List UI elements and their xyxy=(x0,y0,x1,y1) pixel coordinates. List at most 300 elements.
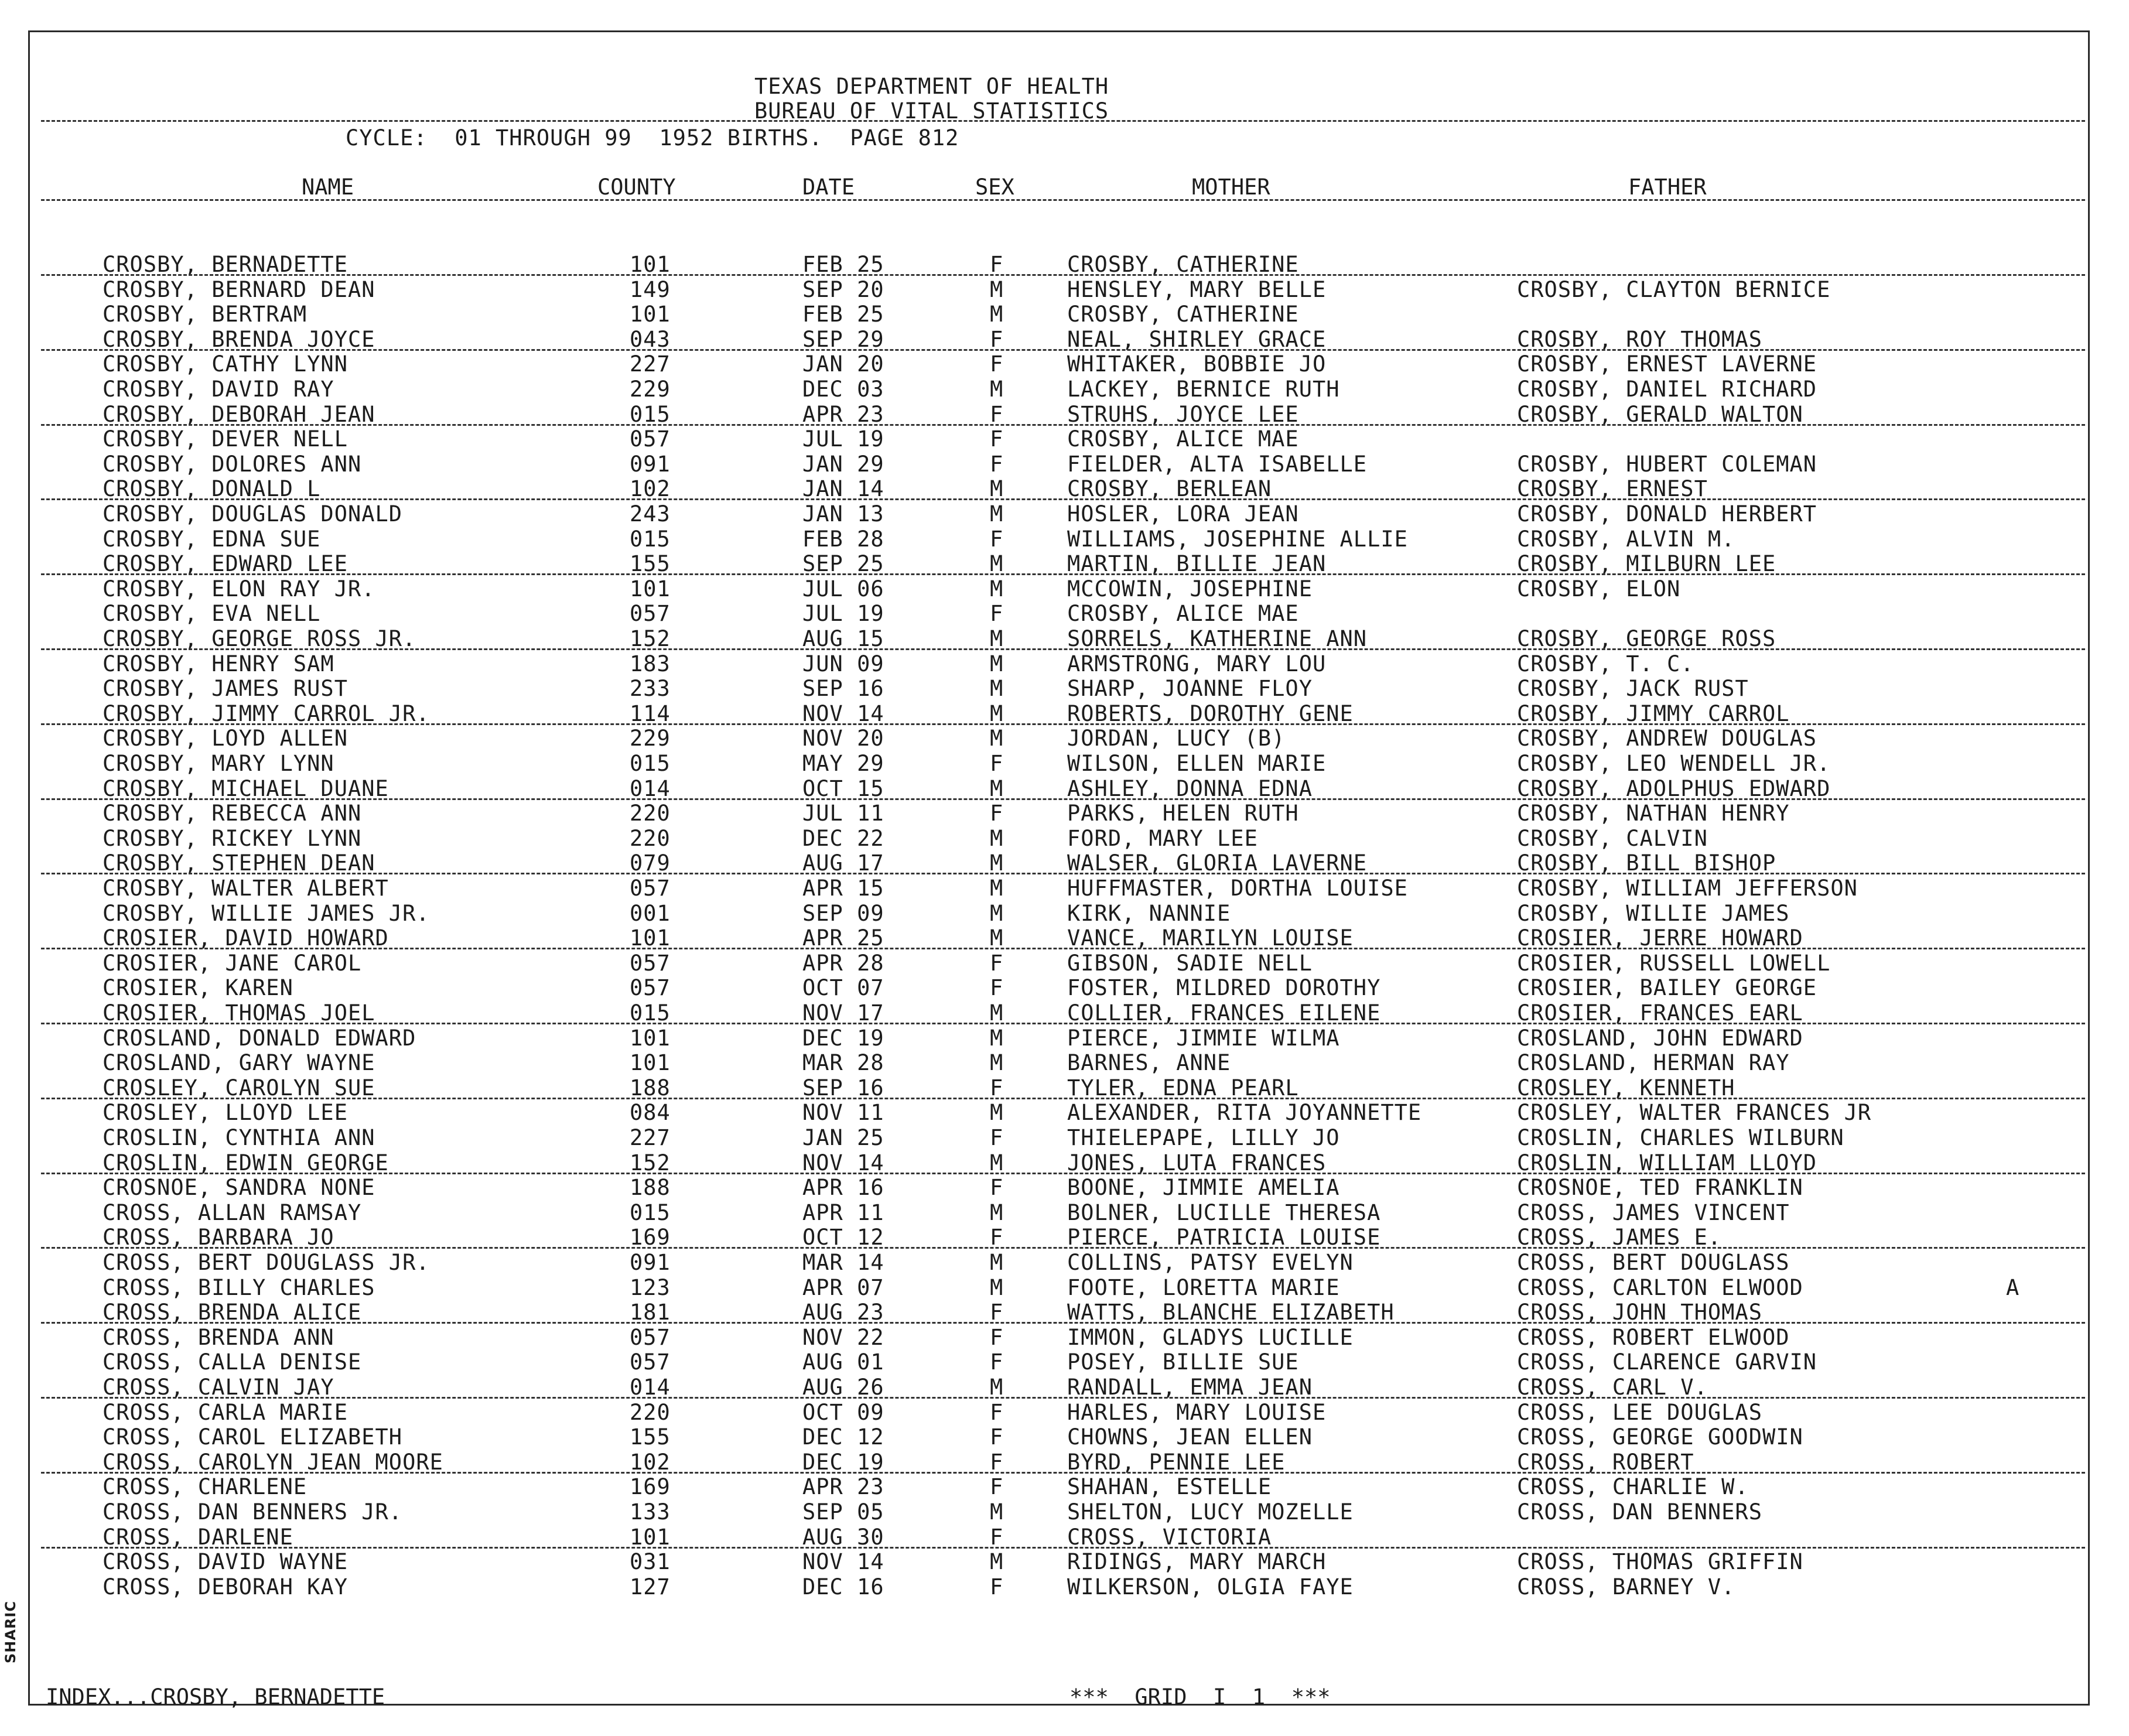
row-name: CROSNOE, SANDRA NONE xyxy=(102,1175,375,1200)
row-sex: F xyxy=(990,751,1004,776)
row-mother: GIBSON, SADIE NELL xyxy=(1067,951,1313,976)
row-name: CROSS, BRENDA ANN xyxy=(102,1325,334,1350)
row-mother: LACKEY, BERNICE RUTH xyxy=(1067,377,1340,402)
row-date: JAN 14 xyxy=(802,476,884,501)
row-father: CROSBY, ADOLPHUS EDWARD xyxy=(1517,776,1831,801)
row-name: CROSBY, CATHY LYNN xyxy=(102,351,348,377)
row-date: APR 15 xyxy=(802,876,884,901)
row-sex: M xyxy=(990,551,1004,576)
row-name: CROSBY, REBECCA ANN xyxy=(102,801,362,826)
row-sex: F xyxy=(990,1450,1004,1475)
row-name: CROSBY, DAVID RAY xyxy=(102,377,334,402)
row-date: SEP 16 xyxy=(802,1075,884,1101)
row-county: 102 xyxy=(630,476,671,501)
row-name: CROSBY, BERNARD DEAN xyxy=(102,277,375,302)
row-sex: F xyxy=(990,1349,1004,1375)
row-name: CROSS, CAROL ELIZABETH xyxy=(102,1424,403,1450)
row-sex: F xyxy=(990,1175,1004,1200)
row-father: CROSS, CLARENCE GARVIN xyxy=(1517,1349,1817,1375)
row-sex: F xyxy=(990,402,1004,427)
row-sex: M xyxy=(990,377,1004,402)
row-date: APR 28 xyxy=(802,951,884,976)
row-date: JUL 11 xyxy=(802,801,884,826)
row-mother: ARMSTRONG, MARY LOU xyxy=(1067,651,1327,676)
row-name: CROSS, DAVID WAYNE xyxy=(102,1549,348,1574)
row-name: CROSBY, LOYD ALLEN xyxy=(102,726,348,751)
row-mother: MARTIN, BILLIE JEAN xyxy=(1067,551,1327,576)
row-date: APR 23 xyxy=(802,1474,884,1499)
row-sex: F xyxy=(990,1400,1004,1425)
row-county: 015 xyxy=(630,1200,671,1225)
row-mother: CROSBY, ALICE MAE xyxy=(1067,426,1299,452)
row-date: OCT 07 xyxy=(802,975,884,1000)
row-county: 057 xyxy=(630,876,671,901)
row-mother: WILSON, ELLEN MARIE xyxy=(1067,751,1327,776)
row-county: 181 xyxy=(630,1300,671,1325)
row-county: 091 xyxy=(630,1250,671,1275)
row-mother: FOOTE, LORETTA MARIE xyxy=(1067,1275,1340,1300)
row-father: CROSBY, ERNEST xyxy=(1517,476,1708,501)
row-name: CROSIER, JANE CAROL xyxy=(102,951,362,976)
row-mother: WILKERSON, OLGIA FAYE xyxy=(1067,1574,1354,1600)
row-mother: KIRK, NANNIE xyxy=(1067,901,1231,926)
row-name: CROSBY, BERTRAM xyxy=(102,302,307,327)
row-sex: F xyxy=(990,1474,1004,1499)
row-mother: BOLNER, LUCILLE THERESA xyxy=(1067,1200,1381,1225)
row-mother: CHOWNS, JEAN ELLEN xyxy=(1067,1424,1313,1450)
row-name: CROSS, DAN BENNERS JR. xyxy=(102,1499,403,1525)
row-name: CROSBY, MICHAEL DUANE xyxy=(102,776,389,801)
row-county: 057 xyxy=(630,951,671,976)
row-sex: M xyxy=(990,876,1004,901)
row-father: CROSLIN, CHARLES WILBURN xyxy=(1517,1125,1844,1150)
row-date: DEC 03 xyxy=(802,377,884,402)
row-sex: M xyxy=(990,1200,1004,1225)
row-sex: F xyxy=(990,1325,1004,1350)
row-county: 015 xyxy=(630,751,671,776)
row-date: NOV 11 xyxy=(802,1100,884,1125)
row-date: OCT 15 xyxy=(802,776,884,801)
row-father: CROSBY, JACK RUST xyxy=(1517,676,1749,701)
row-mother: SHELTON, LUCY MOZELLE xyxy=(1067,1499,1354,1525)
row-sex: M xyxy=(990,925,1004,951)
row-mother: CROSBY, CATHERINE xyxy=(1067,252,1299,277)
row-mother: MCCOWIN, JOSEPHINE xyxy=(1067,576,1313,602)
row-date: SEP 09 xyxy=(802,901,884,926)
col-header-father: FATHER xyxy=(1628,175,1707,200)
row-sex: M xyxy=(990,1375,1004,1400)
row-name: CROSIER, DAVID HOWARD xyxy=(102,925,389,951)
row-name: CROSIER, THOMAS JOEL xyxy=(102,1000,375,1026)
row-name: CROSBY, JAMES RUST xyxy=(102,676,348,701)
row-date: OCT 12 xyxy=(802,1225,884,1250)
row-date: MAR 28 xyxy=(802,1050,884,1075)
row-county: 101 xyxy=(630,302,671,327)
row-father: CROSIER, RUSSELL LOWELL xyxy=(1517,951,1831,976)
row-county: 057 xyxy=(630,975,671,1000)
row-county: 227 xyxy=(630,1125,671,1150)
row-mother: HOSLER, LORA JEAN xyxy=(1067,501,1299,527)
row-father: CROSBY, NATHAN HENRY xyxy=(1517,801,1790,826)
row-county: 133 xyxy=(630,1499,671,1525)
row-name: CROSS, BERT DOUGLASS JR. xyxy=(102,1250,430,1275)
row-date: DEC 19 xyxy=(802,1026,884,1051)
row-sex: F xyxy=(990,1075,1004,1101)
row-name: CROSBY, GEORGE ROSS JR. xyxy=(102,626,416,651)
row-mother: ROBERTS, DOROTHY GENE xyxy=(1067,701,1354,726)
row-name: CROSBY, DONALD L xyxy=(102,476,321,501)
row-date: SEP 05 xyxy=(802,1499,884,1525)
cycle-line: CYCLE: 01 THROUGH 99 1952 BIRTHS. PAGE 812 xyxy=(346,125,959,151)
row-name: CROSLIN, CYNTHIA ANN xyxy=(102,1125,375,1150)
row-date: JUL 19 xyxy=(802,426,884,452)
row-sex: F xyxy=(990,327,1004,352)
row-group-rule xyxy=(41,1173,2085,1174)
row-name: CROSBY, HENRY SAM xyxy=(102,651,334,676)
row-date: DEC 12 xyxy=(802,1424,884,1450)
row-sex: F xyxy=(990,1225,1004,1250)
row-mother: TYLER, EDNA PEARL xyxy=(1067,1075,1299,1101)
footer-grid: *** GRID I 1 *** xyxy=(1069,1684,1331,1710)
row-father: CROSBY, ALVIN M. xyxy=(1517,527,1735,552)
row-county: 014 xyxy=(630,776,671,801)
row-county: 091 xyxy=(630,452,671,477)
row-mother: HARLES, MARY LOUISE xyxy=(1067,1400,1327,1425)
row-name: CROSS, BRENDA ALICE xyxy=(102,1300,362,1325)
row-date: FEB 28 xyxy=(802,527,884,552)
row-father: CROSS, JOHN THOMAS xyxy=(1517,1300,1762,1325)
row-father: CROSS, LEE DOUGLAS xyxy=(1517,1400,1762,1425)
row-father: CROSLEY, WALTER FRANCES JR xyxy=(1517,1100,1872,1125)
row-group-rule xyxy=(41,1472,2085,1474)
row-county: 015 xyxy=(630,402,671,427)
row-father: CROSS, BARNEY V. xyxy=(1517,1574,1735,1600)
row-father: CROSBY, DANIEL RICHARD xyxy=(1517,377,1817,402)
row-sex: F xyxy=(990,426,1004,452)
row-name: CROSS, CALLA DENISE xyxy=(102,1349,362,1375)
row-father: CROSBY, CLAYTON BERNICE xyxy=(1517,277,1831,302)
row-county: 057 xyxy=(630,426,671,452)
row-county: 188 xyxy=(630,1175,671,1200)
row-mother: HUFFMASTER, DORTHA LOUISE xyxy=(1067,876,1408,901)
row-date: JUL 19 xyxy=(802,601,884,626)
row-sex: M xyxy=(990,776,1004,801)
row-name: CROSS, BARBARA JO xyxy=(102,1225,334,1250)
row-county: 101 xyxy=(630,1050,671,1075)
row-father: CROSS, CHARLIE W. xyxy=(1517,1474,1749,1499)
row-name: CROSBY, ELON RAY JR. xyxy=(102,576,375,602)
row-county: 123 xyxy=(630,1275,671,1300)
row-county: 183 xyxy=(630,651,671,676)
row-father: CROSBY, BILL BISHOP xyxy=(1517,850,1776,876)
row-group-rule xyxy=(41,1322,2085,1324)
row-sex: M xyxy=(990,1100,1004,1125)
row-father: CROSLAND, HERMAN RAY xyxy=(1517,1050,1790,1075)
row-date: AUG 26 xyxy=(802,1375,884,1400)
row-father: CROSS, ROBERT ELWOOD xyxy=(1517,1325,1790,1350)
row-county: 229 xyxy=(630,377,671,402)
row-county: 102 xyxy=(630,1450,671,1475)
row-sex: M xyxy=(990,501,1004,527)
row-father: CROSBY, ELON xyxy=(1517,576,1681,602)
row-group-rule xyxy=(41,723,2085,725)
row-date: JUL 06 xyxy=(802,576,884,602)
row-county: 057 xyxy=(630,601,671,626)
row-group-rule xyxy=(41,573,2085,575)
row-mother: FORD, MARY LEE xyxy=(1067,826,1258,851)
row-county: 114 xyxy=(630,701,671,726)
row-date: JUN 09 xyxy=(802,651,884,676)
row-name: CROSS, ALLAN RAMSAY xyxy=(102,1200,362,1225)
header-rule xyxy=(41,120,2085,122)
row-county: 079 xyxy=(630,850,671,876)
row-county: 152 xyxy=(630,1150,671,1175)
row-county: 220 xyxy=(630,826,671,851)
row-father: CROSBY, ROY THOMAS xyxy=(1517,327,1762,352)
row-date: AUG 23 xyxy=(802,1300,884,1325)
row-county: 043 xyxy=(630,327,671,352)
row-date: NOV 17 xyxy=(802,1000,884,1026)
row-father: CROSBY, WILLIE JAMES xyxy=(1517,901,1790,926)
row-date: APR 07 xyxy=(802,1275,884,1300)
row-father: CROSBY, LEO WENDELL JR. xyxy=(1517,751,1831,776)
row-father: CROSLAND, JOHN EDWARD xyxy=(1517,1026,1803,1051)
col-header-sex: SEX xyxy=(975,175,1014,200)
row-date: AUG 30 xyxy=(802,1525,884,1550)
col-header-county: COUNTY xyxy=(597,175,676,200)
row-father: CROSS, GEORGE GOODWIN xyxy=(1517,1424,1803,1450)
row-sex: M xyxy=(990,626,1004,651)
row-sex: F xyxy=(990,452,1004,477)
row-county: 101 xyxy=(630,1525,671,1550)
row-extra: A xyxy=(2006,1275,2020,1300)
row-name: CROSS, CHARLENE xyxy=(102,1474,307,1499)
row-mother: FIELDER, ALTA ISABELLE xyxy=(1067,452,1368,477)
row-date: SEP 29 xyxy=(802,327,884,352)
row-mother: WALSER, GLORIA LAVERNE xyxy=(1067,850,1368,876)
row-date: NOV 20 xyxy=(802,726,884,751)
side-label: SHARIC xyxy=(2,1601,19,1663)
row-mother: POSEY, BILLIE SUE xyxy=(1067,1349,1299,1375)
row-mother: WHITAKER, BOBBIE JO xyxy=(1067,351,1327,377)
row-name: CROSBY, MARY LYNN xyxy=(102,751,334,776)
row-date: NOV 22 xyxy=(802,1325,884,1350)
row-county: 057 xyxy=(630,1349,671,1375)
row-date: SEP 25 xyxy=(802,551,884,576)
row-sex: M xyxy=(990,726,1004,751)
row-father: CROSS, CARLTON ELWOOD xyxy=(1517,1275,1803,1300)
row-county: 101 xyxy=(630,576,671,602)
row-date: NOV 14 xyxy=(802,701,884,726)
row-date: DEC 19 xyxy=(802,1450,884,1475)
row-mother: SHAHAN, ESTELLE xyxy=(1067,1474,1272,1499)
row-sex: M xyxy=(990,1000,1004,1026)
col-header-date: DATE xyxy=(802,175,855,200)
row-mother: PIERCE, PATRICIA LOUISE xyxy=(1067,1225,1381,1250)
row-father: CROSS, DAN BENNERS xyxy=(1517,1499,1762,1525)
row-father: CROSS, JAMES E. xyxy=(1517,1225,1722,1250)
row-date: DEC 16 xyxy=(802,1574,884,1600)
header-line-1: TEXAS DEPARTMENT OF HEALTH xyxy=(754,74,1109,99)
row-name: CROSS, CARLA MARIE xyxy=(102,1400,348,1425)
row-sex: F xyxy=(990,1300,1004,1325)
row-name: CROSBY, RICKEY LYNN xyxy=(102,826,362,851)
row-county: 015 xyxy=(630,527,671,552)
header-line-2: BUREAU OF VITAL STATISTICS xyxy=(754,98,1109,124)
row-sex: M xyxy=(990,476,1004,501)
row-sex: M xyxy=(990,850,1004,876)
row-name: CROSBY, JIMMY CARROL JR. xyxy=(102,701,430,726)
row-group-rule xyxy=(41,798,2085,800)
row-mother: PIERCE, JIMMIE WILMA xyxy=(1067,1026,1340,1051)
row-mother: JORDAN, LUCY (B) xyxy=(1067,726,1286,751)
row-group-rule xyxy=(41,1247,2085,1249)
row-father: CROSBY, HUBERT COLEMAN xyxy=(1517,452,1817,477)
row-sex: F xyxy=(990,801,1004,826)
row-name: CROSBY, STEPHEN DEAN xyxy=(102,850,375,876)
row-father: CROSLEY, KENNETH xyxy=(1517,1075,1735,1101)
row-father: CROSBY, ANDREW DOUGLAS xyxy=(1517,726,1817,751)
row-sex: F xyxy=(990,975,1004,1000)
row-mother: BARNES, ANNE xyxy=(1067,1050,1231,1075)
row-sex: F xyxy=(990,1525,1004,1550)
row-father: CROSBY, ERNEST LAVERNE xyxy=(1517,351,1817,377)
row-sex: M xyxy=(990,826,1004,851)
row-mother: CROSBY, CATHERINE xyxy=(1067,302,1299,327)
row-name: CROSBY, DOLORES ANN xyxy=(102,452,362,477)
row-mother: FOSTER, MILDRED DOROTHY xyxy=(1067,975,1381,1000)
row-mother: CROSBY, ALICE MAE xyxy=(1067,601,1299,626)
row-county: 169 xyxy=(630,1225,671,1250)
row-sex: F xyxy=(990,601,1004,626)
row-group-rule xyxy=(41,1098,2085,1099)
row-county: 084 xyxy=(630,1100,671,1125)
row-father: CROSBY, WILLIAM JEFFERSON xyxy=(1517,876,1858,901)
row-date: JAN 13 xyxy=(802,501,884,527)
row-group-rule xyxy=(41,1023,2085,1024)
row-date: JAN 25 xyxy=(802,1125,884,1150)
row-mother: COLLIER, FRANCES EILENE xyxy=(1067,1000,1381,1026)
row-father: CROSNOE, TED FRANKLIN xyxy=(1517,1175,1803,1200)
row-group-rule xyxy=(41,424,2085,426)
row-county: 243 xyxy=(630,501,671,527)
row-date: NOV 14 xyxy=(802,1150,884,1175)
row-date: AUG 01 xyxy=(802,1349,884,1375)
row-father: CROSBY, MILBURN LEE xyxy=(1517,551,1776,576)
row-mother: JONES, LUTA FRANCES xyxy=(1067,1150,1327,1175)
row-sex: F xyxy=(990,1574,1004,1600)
row-father: CROSBY, GERALD WALTON xyxy=(1517,402,1803,427)
row-father: CROSIER, JERRE HOWARD xyxy=(1517,925,1803,951)
row-name: CROSBY, EVA NELL xyxy=(102,601,321,626)
row-date: DEC 22 xyxy=(802,826,884,851)
row-father: CROSBY, CALVIN xyxy=(1517,826,1708,851)
row-name: CROSIER, KAREN xyxy=(102,975,293,1000)
row-date: AUG 17 xyxy=(802,850,884,876)
row-group-rule xyxy=(41,349,2085,351)
row-county: 031 xyxy=(630,1549,671,1574)
row-county: 149 xyxy=(630,277,671,302)
row-name: CROSLAND, DONALD EDWARD xyxy=(102,1026,416,1051)
row-date: MAR 14 xyxy=(802,1250,884,1275)
row-date: SEP 20 xyxy=(802,277,884,302)
row-name: CROSBY, BRENDA JOYCE xyxy=(102,327,375,352)
row-date: FEB 25 xyxy=(802,302,884,327)
row-date: MAY 29 xyxy=(802,751,884,776)
row-county: 227 xyxy=(630,351,671,377)
row-group-rule xyxy=(41,498,2085,500)
row-county: 001 xyxy=(630,901,671,926)
row-county: 152 xyxy=(630,626,671,651)
row-name: CROSBY, DEVER NELL xyxy=(102,426,348,452)
row-group-rule xyxy=(41,274,2085,276)
row-name: CROSS, CAROLYN JEAN MOORE xyxy=(102,1450,443,1475)
row-sex: M xyxy=(990,1026,1004,1051)
row-sex: M xyxy=(990,302,1004,327)
row-sex: M xyxy=(990,1549,1004,1574)
row-date: JAN 29 xyxy=(802,452,884,477)
row-date: APR 23 xyxy=(802,402,884,427)
row-group-rule xyxy=(41,873,2085,874)
row-county: 188 xyxy=(630,1075,671,1101)
row-name: CROSBY, BERNADETTE xyxy=(102,252,348,277)
row-father: CROSS, CARL V. xyxy=(1517,1375,1708,1400)
row-father: CROSLIN, WILLIAM LLOYD xyxy=(1517,1150,1817,1175)
row-county: 233 xyxy=(630,676,671,701)
row-mother: CROSBY, BERLEAN xyxy=(1067,476,1272,501)
row-county: 101 xyxy=(630,925,671,951)
row-sex: F xyxy=(990,1125,1004,1150)
row-name: CROSBY, WALTER ALBERT xyxy=(102,876,389,901)
row-mother: VANCE, MARILYN LOUISE xyxy=(1067,925,1354,951)
row-date: AUG 15 xyxy=(802,626,884,651)
row-father: CROSS, BERT DOUGLASS xyxy=(1517,1250,1790,1275)
row-mother: IMMON, GLADYS LUCILLE xyxy=(1067,1325,1354,1350)
row-mother: RIDINGS, MARY MARCH xyxy=(1067,1549,1327,1574)
row-group-rule xyxy=(41,948,2085,949)
row-mother: HENSLEY, MARY BELLE xyxy=(1067,277,1327,302)
row-county: 155 xyxy=(630,551,671,576)
row-mother: BYRD, PENNIE LEE xyxy=(1067,1450,1286,1475)
row-sex: F xyxy=(990,1424,1004,1450)
row-name: CROSLEY, CAROLYN SUE xyxy=(102,1075,375,1101)
row-father: CROSBY, T. C. xyxy=(1517,651,1694,676)
row-date: SEP 16 xyxy=(802,676,884,701)
row-name: CROSBY, EDWARD LEE xyxy=(102,551,348,576)
row-sex: M xyxy=(990,701,1004,726)
row-county: 127 xyxy=(630,1574,671,1600)
row-mother: WATTS, BLANCHE ELIZABETH xyxy=(1067,1300,1395,1325)
row-name: CROSBY, DOUGLAS DONALD xyxy=(102,501,403,527)
row-sex: M xyxy=(990,1050,1004,1075)
row-sex: M xyxy=(990,651,1004,676)
row-mother: ALEXANDER, RITA JOYANNETTE xyxy=(1067,1100,1422,1125)
row-father: CROSBY, DONALD HERBERT xyxy=(1517,501,1817,527)
row-name: CROSS, DARLENE xyxy=(102,1525,293,1550)
row-sex: M xyxy=(990,277,1004,302)
row-father: CROSS, JAMES VINCENT xyxy=(1517,1200,1790,1225)
row-county: 220 xyxy=(630,1400,671,1425)
row-father: CROSBY, JIMMY CARROL xyxy=(1517,701,1790,726)
row-father: CROSS, THOMAS GRIFFIN xyxy=(1517,1549,1803,1574)
row-sex: M xyxy=(990,676,1004,701)
row-sex: M xyxy=(990,1275,1004,1300)
row-sex: M xyxy=(990,1250,1004,1275)
row-county: 229 xyxy=(630,726,671,751)
row-date: APR 25 xyxy=(802,925,884,951)
column-header-rule xyxy=(41,199,2085,201)
row-county: 101 xyxy=(630,252,671,277)
